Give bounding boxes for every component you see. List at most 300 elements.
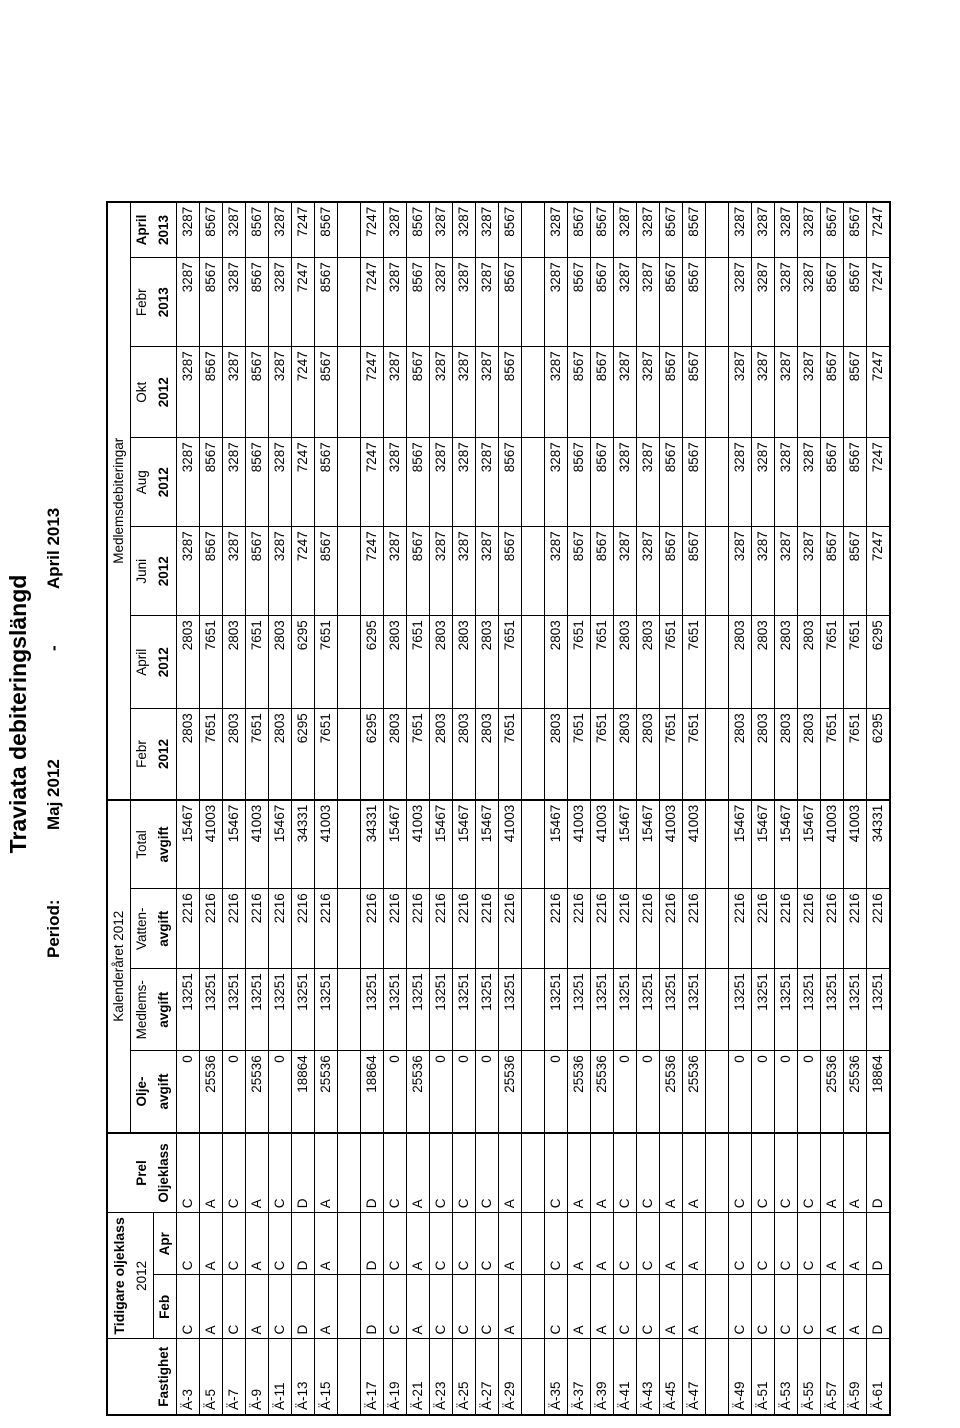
total-avgift-cell: 15467	[268, 800, 291, 889]
apr-class-cell: D	[866, 1213, 890, 1275]
olje-avgift-cell: 0	[728, 1051, 751, 1133]
juni-2012-cell: 8567	[314, 527, 337, 616]
apr-class-cell: C	[429, 1213, 452, 1275]
apr-class-cell: C	[636, 1213, 659, 1275]
feb-class-cell: A	[406, 1275, 429, 1339]
april-2013-cell: 8567	[498, 202, 521, 258]
fastighet-cell: Ä-15	[314, 1339, 337, 1415]
total-avgift-cell: 41003	[820, 800, 843, 889]
april-2012-cell: 7651	[682, 616, 705, 709]
okt-2012-cell: 3287	[636, 347, 659, 438]
juni-2012-cell: 7247	[291, 527, 314, 616]
okt-2012-cell: 3287	[751, 347, 774, 438]
olje-avgift-cell: 0	[383, 1051, 406, 1133]
prel-class-cell: C	[544, 1133, 567, 1213]
spacer-cell	[521, 202, 544, 258]
apr-class-cell: C	[613, 1213, 636, 1275]
okt-2012-cell: 3287	[544, 347, 567, 438]
april-2012-cell: 6295	[291, 616, 314, 709]
feb-class-cell: C	[751, 1275, 774, 1339]
olje-avgift-cell: 0	[751, 1051, 774, 1133]
period-from: Maj 2012	[44, 759, 63, 830]
april-2012-cell: 2803	[613, 616, 636, 709]
juni-2012-cell: 3287	[452, 527, 475, 616]
april-2012-cell: 2803	[429, 616, 452, 709]
okt-2012-cell: 8567	[590, 347, 613, 438]
olje-avgift-cell: 25536	[245, 1051, 268, 1133]
period-dash: -	[44, 645, 63, 651]
vatten-avgift-cell: 2216	[222, 889, 245, 969]
febr-2013-cell: 8567	[406, 258, 429, 347]
total-avgift-cell: 41003	[314, 800, 337, 889]
apr-class-cell: A	[659, 1213, 682, 1275]
aug-2012-cell: 3287	[774, 438, 797, 527]
prel-class-cell: C	[268, 1133, 291, 1213]
april-2012-cell: 7651	[567, 616, 590, 709]
feb-class-cell: C	[475, 1275, 498, 1339]
spacer-row	[337, 202, 360, 1415]
aug-2012-cell: 3287	[222, 438, 245, 527]
period-to: April 2013	[44, 507, 63, 589]
apr-class-cell: A	[843, 1213, 866, 1275]
febr-2013-cell: 3287	[176, 258, 199, 347]
medlems-avgift-cell: 13251	[774, 969, 797, 1051]
spacer-cell	[705, 258, 728, 347]
febr-2013-cell: 8567	[659, 258, 682, 347]
table-row	[659, 202, 682, 1415]
olje-avgift-cell: 25536	[682, 1051, 705, 1133]
okt-2012-cell: 8567	[406, 347, 429, 438]
febr-2013-cell: 7247	[291, 258, 314, 347]
prel-class-cell: C	[728, 1133, 751, 1213]
april-2013-cell: 8567	[314, 202, 337, 258]
aug-2012-cell: 8567	[245, 438, 268, 527]
prel-class-cell: C	[429, 1133, 452, 1213]
apr-class-cell: C	[222, 1213, 245, 1275]
febr-2013-cell: 3287	[268, 258, 291, 347]
olje-avgift-cell: 0	[268, 1051, 291, 1133]
aug-2012-cell: 3287	[797, 438, 820, 527]
april-2012-cell: 7651	[820, 616, 843, 709]
apr-class-cell: A	[199, 1213, 222, 1275]
fastighet-cell: Ä-47	[682, 1339, 705, 1415]
vatten-avgift-cell: 2216	[797, 889, 820, 969]
spacer-cell	[337, 889, 360, 969]
year-header: 2012	[153, 709, 176, 800]
vatten-avgift-cell: 2216	[613, 889, 636, 969]
month-header: April	[131, 202, 154, 258]
febr-2012-cell: 2803	[751, 709, 774, 800]
medlems-avgift-cell: 13251	[613, 969, 636, 1051]
april-2013-cell: 3287	[383, 202, 406, 258]
april-2012-cell: 2803	[475, 616, 498, 709]
apr-class-cell: C	[544, 1213, 567, 1275]
vatten-avgift-cell: 2216	[751, 889, 774, 969]
april-2012-cell: 7651	[314, 616, 337, 709]
total-avgift-cell: 15467	[475, 800, 498, 889]
fastighet-cell: Ä-55	[797, 1339, 820, 1415]
olje-avgift-cell: 0	[613, 1051, 636, 1133]
total-avgift-cell: 41003	[590, 800, 613, 889]
feb-class-cell: C	[636, 1275, 659, 1339]
april-2013-cell: 8567	[682, 202, 705, 258]
prel-class-cell: C	[222, 1133, 245, 1213]
total-avgift-cell: 15467	[751, 800, 774, 889]
medlems-avgift-cell: 13251	[291, 969, 314, 1051]
febr-2012-cell: 7651	[820, 709, 843, 800]
medlems-avgift-cell: 13251	[268, 969, 291, 1051]
okt-2012-cell: 8567	[314, 347, 337, 438]
medlems-avgift-cell: 13251	[866, 969, 890, 1051]
feb-class-cell: A	[843, 1275, 866, 1339]
april-2013-cell: 3287	[636, 202, 659, 258]
medlems-avgift-cell: 13251	[406, 969, 429, 1051]
febr-2013-cell: 3287	[383, 258, 406, 347]
medlems-avgift-cell: 13251	[682, 969, 705, 1051]
febr-2013-cell: 3287	[636, 258, 659, 347]
april-2013-cell: 8567	[820, 202, 843, 258]
febr-2012-cell: 2803	[429, 709, 452, 800]
juni-2012-cell: 8567	[199, 527, 222, 616]
fastighet-cell: Ä-17	[360, 1339, 383, 1415]
total-header-line1: Total	[131, 800, 154, 889]
olje-avgift-cell: 18864	[866, 1051, 890, 1133]
table-row	[728, 202, 751, 1415]
febr-2012-cell: 2803	[544, 709, 567, 800]
juni-2012-cell: 3287	[222, 527, 245, 616]
spacer-cell	[705, 438, 728, 527]
vatten-avgift-cell: 2216	[682, 889, 705, 969]
total-avgift-cell: 15467	[797, 800, 820, 889]
spacer-cell	[521, 347, 544, 438]
spacer-cell	[521, 258, 544, 347]
spacer-row	[521, 202, 544, 1415]
apr-class-cell: C	[751, 1213, 774, 1275]
prel-class-cell: D	[360, 1133, 383, 1213]
fastighet-cell: Ä-11	[268, 1339, 291, 1415]
april-2013-cell: 3287	[613, 202, 636, 258]
juni-2012-cell: 3287	[429, 527, 452, 616]
total-avgift-cell: 41003	[843, 800, 866, 889]
aug-2012-cell: 3287	[452, 438, 475, 527]
olje-avgift-cell: 25536	[314, 1051, 337, 1133]
juni-2012-cell: 3287	[268, 527, 291, 616]
fastighet-cell: Ä-43	[636, 1339, 659, 1415]
spacer-cell	[521, 889, 544, 969]
juni-2012-cell: 3287	[613, 527, 636, 616]
april-2013-cell: 8567	[590, 202, 613, 258]
total-avgift-cell: 41003	[245, 800, 268, 889]
table-row	[360, 202, 383, 1415]
prel-class-cell: A	[498, 1133, 521, 1213]
apr-class-cell: A	[567, 1213, 590, 1275]
vatten-avgift-cell: 2216	[636, 889, 659, 969]
febr-2012-cell: 6295	[291, 709, 314, 800]
spacer-cell	[521, 1339, 544, 1415]
april-2013-cell: 7247	[291, 202, 314, 258]
okt-2012-cell: 3287	[613, 347, 636, 438]
olje-avgift-cell: 0	[176, 1051, 199, 1133]
tidigare-year-header: 2012	[131, 1213, 154, 1339]
fastighet-cell: Ä-19	[383, 1339, 406, 1415]
medlemsdebiteringar-header: Medlemsdebiteringar	[107, 202, 131, 800]
olje-avgift-cell: 0	[222, 1051, 245, 1133]
feb-class-cell: C	[613, 1275, 636, 1339]
juni-2012-cell: 8567	[245, 527, 268, 616]
olje-avgift-cell: 25536	[199, 1051, 222, 1133]
olje-header-line1: Olje-	[131, 1051, 154, 1133]
medlems-avgift-cell: 13251	[544, 969, 567, 1051]
medlems-header-line2: avgift	[153, 969, 176, 1051]
vatten-header-line1: Vatten-	[131, 889, 154, 969]
apr-class-cell: A	[314, 1213, 337, 1275]
april-2012-cell: 2803	[797, 616, 820, 709]
febr-2012-cell: 2803	[797, 709, 820, 800]
april-2012-cell: 2803	[176, 616, 199, 709]
feb-class-cell: C	[728, 1275, 751, 1339]
spacer-cell	[705, 202, 728, 258]
spacer-cell	[521, 969, 544, 1051]
spacer-cell	[521, 438, 544, 527]
spacer-cell	[705, 800, 728, 889]
fastighet-cell: Ä-49	[728, 1339, 751, 1415]
year-header: 2012	[153, 616, 176, 709]
april-2013-cell: 3287	[544, 202, 567, 258]
april-2012-cell: 7651	[843, 616, 866, 709]
april-2012-cell: 2803	[774, 616, 797, 709]
medlems-avgift-cell: 13251	[314, 969, 337, 1051]
spacer-cell	[337, 1133, 360, 1213]
table-row	[268, 202, 291, 1415]
feb-class-cell: A	[682, 1275, 705, 1339]
table-row	[682, 202, 705, 1415]
prel-class-cell: A	[314, 1133, 337, 1213]
april-2013-cell: 3287	[751, 202, 774, 258]
table-row	[452, 202, 475, 1415]
apr-class-cell: A	[682, 1213, 705, 1275]
spacer-cell	[337, 258, 360, 347]
spacer-cell	[705, 889, 728, 969]
total-avgift-cell: 41003	[567, 800, 590, 889]
prel-class-cell: C	[636, 1133, 659, 1213]
medlems-avgift-cell: 13251	[636, 969, 659, 1051]
okt-2012-cell: 3287	[429, 347, 452, 438]
juni-2012-cell: 3287	[383, 527, 406, 616]
febr-2012-cell: 7651	[659, 709, 682, 800]
spacer-cell	[337, 527, 360, 616]
feb-class-cell: C	[429, 1275, 452, 1339]
aug-2012-cell: 3287	[613, 438, 636, 527]
medlems-avgift-cell: 13251	[245, 969, 268, 1051]
april-2012-cell: 6295	[866, 616, 890, 709]
aug-2012-cell: 3287	[751, 438, 774, 527]
aug-2012-cell: 7247	[866, 438, 890, 527]
febr-2013-cell: 3287	[222, 258, 245, 347]
spacer-cell	[705, 1133, 728, 1213]
vatten-header-line2: avgift	[153, 889, 176, 969]
april-2012-cell: 2803	[728, 616, 751, 709]
febr-2012-cell: 7651	[498, 709, 521, 800]
medlems-avgift-cell: 13251	[843, 969, 866, 1051]
period-label: Period:	[44, 899, 63, 958]
vatten-avgift-cell: 2216	[291, 889, 314, 969]
table-row	[567, 202, 590, 1415]
fastighet-cell: Ä-9	[245, 1339, 268, 1415]
apr-class-cell: C	[774, 1213, 797, 1275]
olje-avgift-cell: 25536	[590, 1051, 613, 1133]
apr-class-cell: C	[728, 1213, 751, 1275]
olje-avgift-cell: 0	[544, 1051, 567, 1133]
febr-2013-cell: 8567	[199, 258, 222, 347]
april-2013-cell: 3287	[475, 202, 498, 258]
medlems-avgift-cell: 13251	[659, 969, 682, 1051]
table-row	[820, 202, 843, 1415]
table-body	[176, 202, 890, 1415]
april-2012-cell: 2803	[268, 616, 291, 709]
april-2013-cell: 7247	[360, 202, 383, 258]
table-row	[199, 202, 222, 1415]
aug-2012-cell: 3287	[475, 438, 498, 527]
table-row	[843, 202, 866, 1415]
table-row	[245, 202, 268, 1415]
year-header: 2012	[153, 438, 176, 527]
spacer-cell	[521, 1133, 544, 1213]
okt-2012-cell: 3287	[728, 347, 751, 438]
febr-2012-cell: 2803	[728, 709, 751, 800]
total-avgift-cell: 15467	[728, 800, 751, 889]
april-2013-cell: 3287	[268, 202, 291, 258]
olje-avgift-cell: 0	[636, 1051, 659, 1133]
total-avgift-cell: 15467	[636, 800, 659, 889]
month-header: April	[131, 616, 154, 709]
febr-2012-cell: 2803	[774, 709, 797, 800]
prel-class-cell: A	[406, 1133, 429, 1213]
prel-class-cell: A	[245, 1133, 268, 1213]
prel-class-cell: D	[291, 1133, 314, 1213]
vatten-avgift-cell: 2216	[475, 889, 498, 969]
febr-2012-cell: 2803	[452, 709, 475, 800]
april-2012-cell: 7651	[590, 616, 613, 709]
febr-2012-cell: 6295	[866, 709, 890, 800]
aug-2012-cell: 8567	[498, 438, 521, 527]
vatten-avgift-cell: 2216	[406, 889, 429, 969]
table-row	[866, 202, 890, 1415]
febr-2013-cell: 3287	[774, 258, 797, 347]
april-2012-cell: 2803	[544, 616, 567, 709]
aug-2012-cell: 3287	[728, 438, 751, 527]
febr-2012-cell: 2803	[222, 709, 245, 800]
spacer-cell	[337, 347, 360, 438]
april-2012-cell: 2803	[383, 616, 406, 709]
febr-2012-cell: 7651	[590, 709, 613, 800]
feb-class-cell: D	[291, 1275, 314, 1339]
febr-2013-cell: 8567	[245, 258, 268, 347]
year-header: 2012	[153, 527, 176, 616]
april-2012-cell: 7651	[659, 616, 682, 709]
febr-2012-cell: 7651	[199, 709, 222, 800]
febr-2012-cell: 2803	[613, 709, 636, 800]
table-row	[429, 202, 452, 1415]
juni-2012-cell: 3287	[797, 527, 820, 616]
prel-class-cell: A	[682, 1133, 705, 1213]
apr-class-cell: C	[268, 1213, 291, 1275]
olje-avgift-cell: 0	[452, 1051, 475, 1133]
table-row	[613, 202, 636, 1415]
okt-2012-cell: 8567	[820, 347, 843, 438]
juni-2012-cell: 8567	[682, 527, 705, 616]
table-row	[291, 202, 314, 1415]
juni-2012-cell: 8567	[498, 527, 521, 616]
spacer-cell	[705, 969, 728, 1051]
prel-class-cell: A	[659, 1133, 682, 1213]
table-row	[751, 202, 774, 1415]
aug-2012-cell: 3287	[636, 438, 659, 527]
table-row	[636, 202, 659, 1415]
apr-class-cell: A	[820, 1213, 843, 1275]
table-row	[544, 202, 567, 1415]
feb-class-cell: A	[245, 1275, 268, 1339]
apr-class-cell: D	[291, 1213, 314, 1275]
febr-2013-cell: 8567	[682, 258, 705, 347]
apr-class-cell: D	[360, 1213, 383, 1275]
apr-class-cell: C	[475, 1213, 498, 1275]
aug-2012-cell: 8567	[682, 438, 705, 527]
table-row	[176, 202, 199, 1415]
feb-header: Feb	[153, 1275, 176, 1339]
fastighet-cell: Ä-23	[429, 1339, 452, 1415]
feb-class-cell: C	[544, 1275, 567, 1339]
total-avgift-cell: 15467	[222, 800, 245, 889]
month-header: Aug	[131, 438, 154, 527]
april-2013-cell: 3287	[176, 202, 199, 258]
aug-2012-cell: 3287	[383, 438, 406, 527]
feb-class-cell: C	[797, 1275, 820, 1339]
feb-class-cell: A	[659, 1275, 682, 1339]
prel-class-cell: A	[843, 1133, 866, 1213]
apr-class-cell: A	[498, 1213, 521, 1275]
spacer-cell	[521, 616, 544, 709]
spacer-cell	[521, 527, 544, 616]
febr-2013-cell: 7247	[866, 258, 890, 347]
vatten-avgift-cell: 2216	[774, 889, 797, 969]
fastighet-cell: Ä-39	[590, 1339, 613, 1415]
vatten-avgift-cell: 2216	[866, 889, 890, 969]
okt-2012-cell: 7247	[360, 347, 383, 438]
febr-2013-cell: 8567	[820, 258, 843, 347]
febr-2012-cell: 2803	[636, 709, 659, 800]
febr-2013-cell: 8567	[498, 258, 521, 347]
apr-class-cell: A	[245, 1213, 268, 1275]
olje-avgift-cell: 18864	[291, 1051, 314, 1133]
medlems-avgift-cell: 13251	[360, 969, 383, 1051]
febr-2012-cell: 2803	[383, 709, 406, 800]
feb-class-cell: A	[314, 1275, 337, 1339]
vatten-avgift-cell: 2216	[820, 889, 843, 969]
juni-2012-cell: 3287	[475, 527, 498, 616]
aug-2012-cell: 8567	[659, 438, 682, 527]
prel-header-line1: Prel	[131, 1133, 154, 1213]
vatten-avgift-cell: 2216	[544, 889, 567, 969]
total-avgift-cell: 41003	[199, 800, 222, 889]
prel-class-cell: A	[820, 1133, 843, 1213]
prel-class-cell: C	[774, 1133, 797, 1213]
spacer-cell	[705, 1275, 728, 1339]
juni-2012-cell: 8567	[406, 527, 429, 616]
month-header: Febr	[131, 258, 154, 347]
feb-class-cell: D	[360, 1275, 383, 1339]
april-2013-cell: 3287	[429, 202, 452, 258]
febr-2012-cell: 7651	[314, 709, 337, 800]
